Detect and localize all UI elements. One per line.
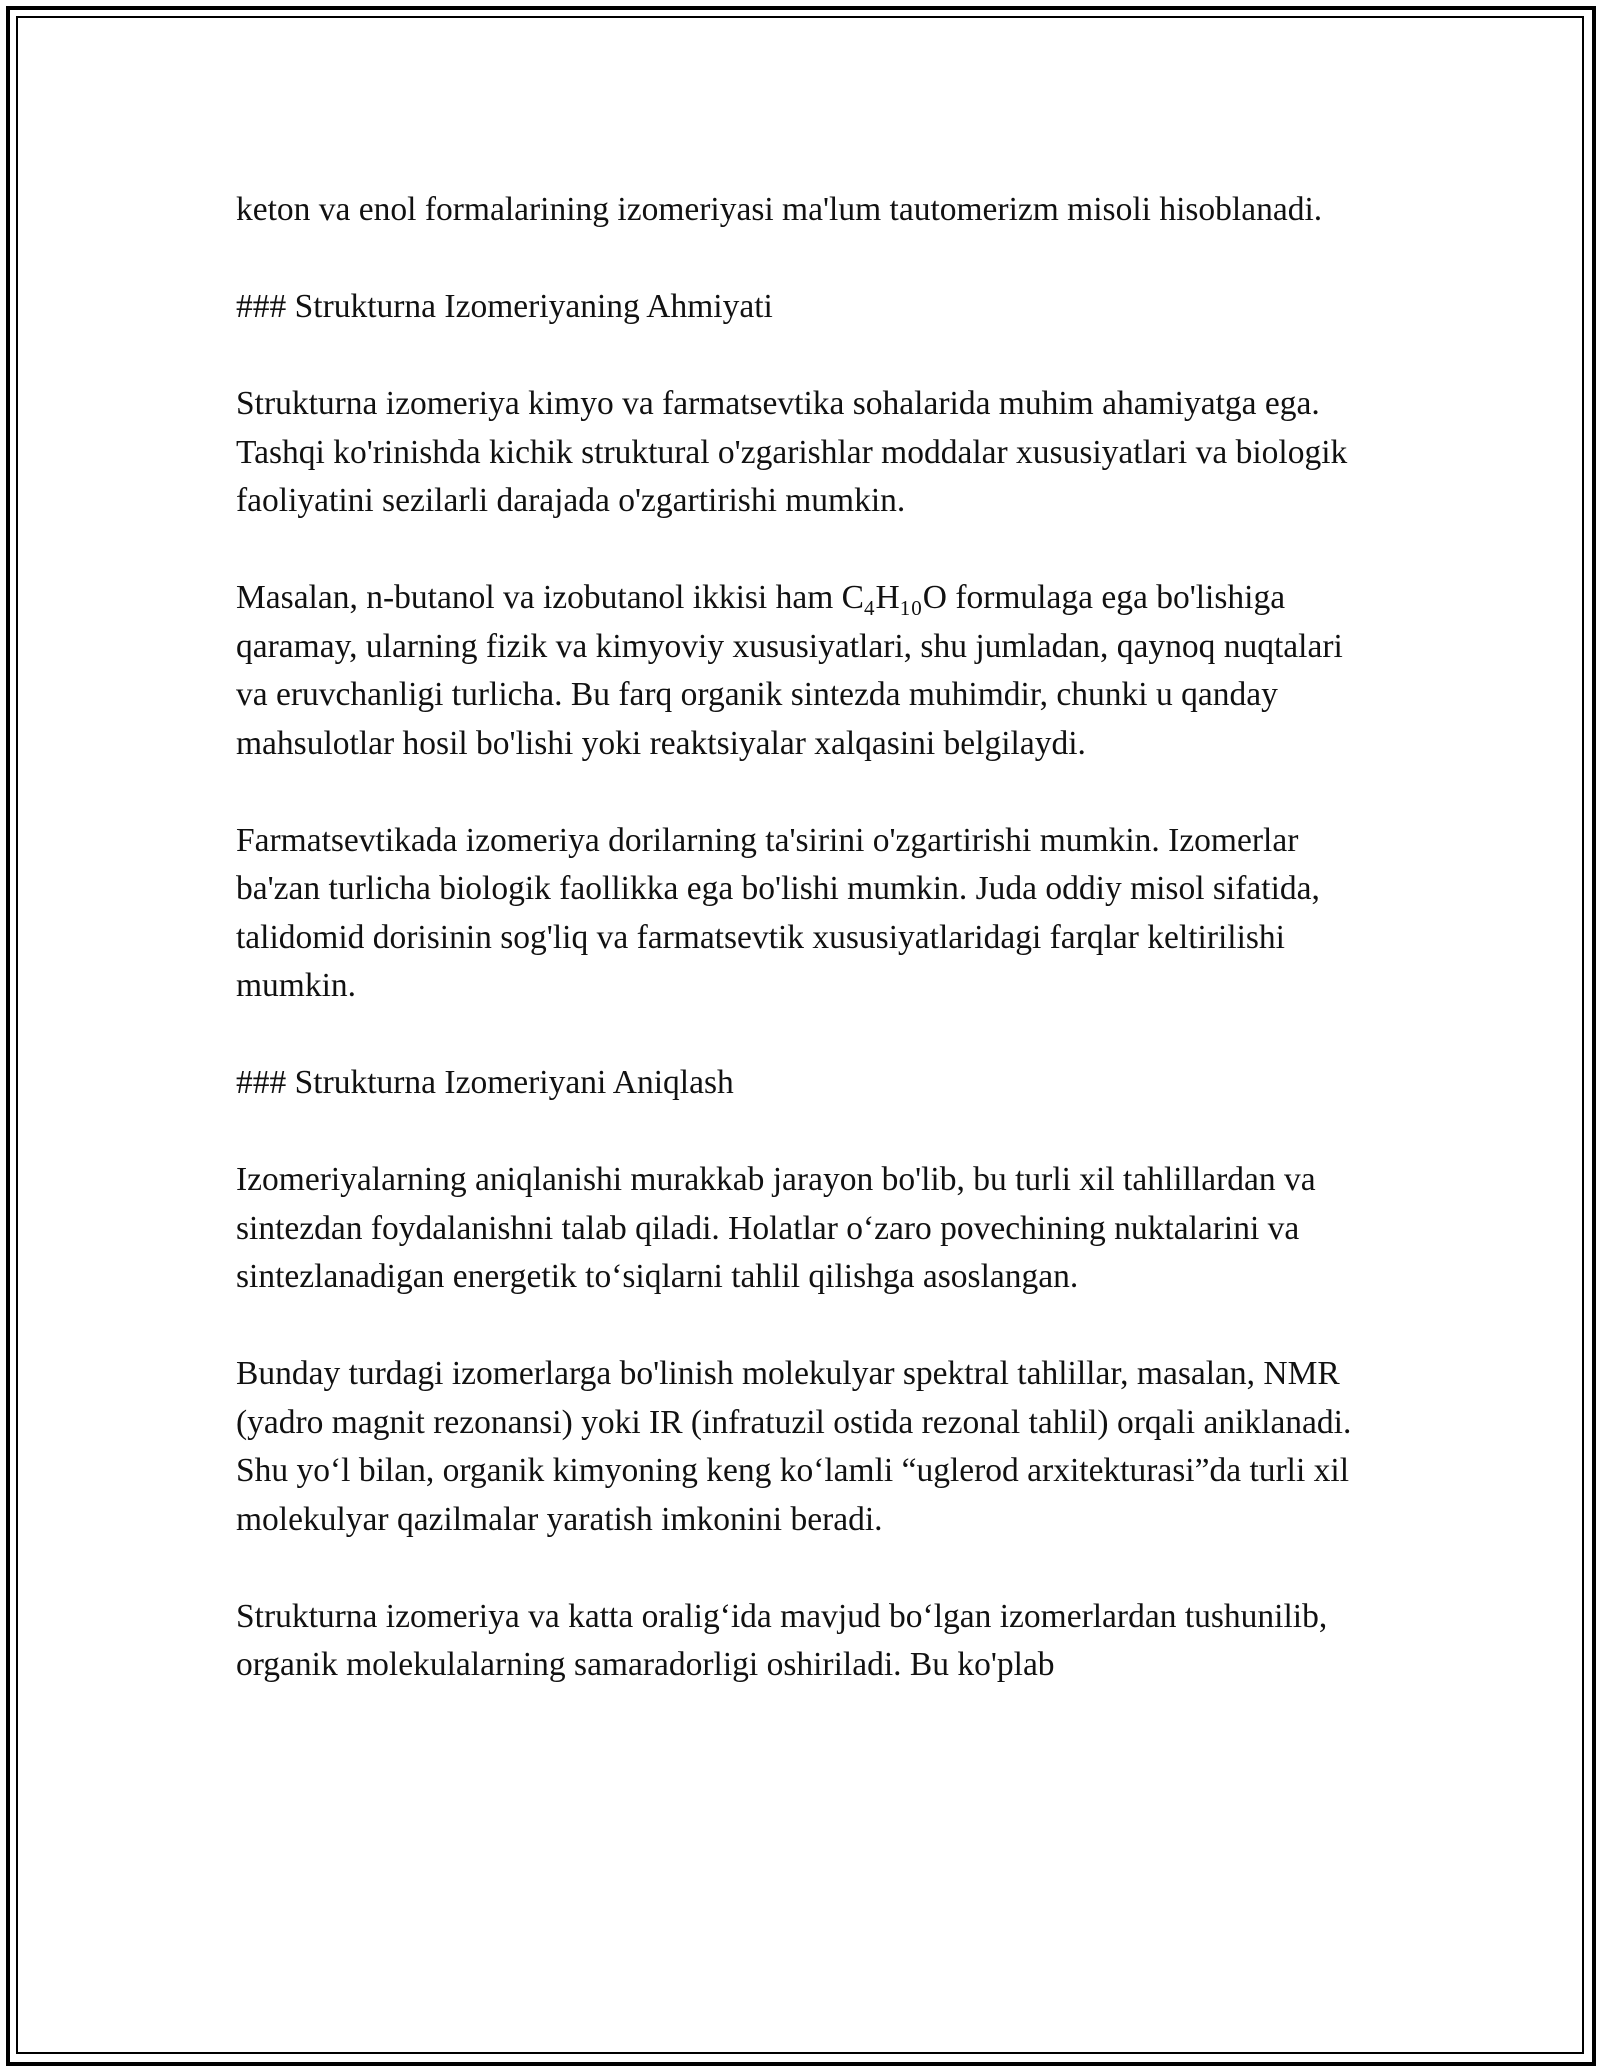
paragraph-conclusion: Strukturna izomeriya va katta oralig‘ida mavjud bo‘lgan izomerlardan tushunilib, organik molekulalarning samaradorligi oshiriladi. Bu ko'plab: [236, 1597, 1328, 1683]
formula-hydrogen-count: 10: [899, 596, 923, 620]
heading-identification: ### Strukturna Izomeriyani Aniqlash: [236, 1064, 734, 1101]
formula-carbon: C: [841, 579, 865, 616]
paragraph-butanol-example: [236, 574, 1366, 768]
formula-oxygen: O: [922, 579, 947, 616]
heading-importance: ### Strukturna Izomeriyaning Ahmiyati: [236, 288, 773, 325]
paragraph-pharmaceutics: Farmatsevtikada izomeriya dorilarning ta'sirini o'zgartirishi mumkin. Izomerlar ba'zan turlicha biologik faollikka ega bo'lishi mumkin. Juda oddiy misol sifatida, talidomid dorisinin sog'liq va farmatsevtik xususiyatlaridagi farqlar keltirilishi mumkin.: [236, 821, 1320, 1004]
formula-carbon-count: 4: [864, 596, 876, 620]
document-body: [236, 186, 1366, 1738]
paragraph-butanol-text-after: formulaga ega bo'lishiga qaramay, ularning fizik va kimyoviy xususiyatlari, shu jumladan, qaynoq nuqtalari va eruvchanligi turlicha. Bu farq organik sintezda muhimdir, chunki u qanday mahsulotlar hosil bo'lishi yoki reaktsiyalar xalqasini belgilaydi.: [236, 579, 1343, 762]
paragraph-importance: Strukturna izomeriya kimyo va farmatsevtika sohalarida muhim ahamiyatga ega. Tashqi ko'rinishda kichik struktural o'zgarishlar moddalar xususiyatlari va biologik faoliyatini sezilarli darajada o'zgartirishi mumkin.: [236, 385, 1348, 519]
paragraph-spectral-analysis: Bunday turdagi izomerlarga bo'linish molekulyar spektral tahlillar, masalan, NMR (yadro magnit rezonansi) yoki IR (infratuzil ostida rezonal tahlil) orqali aniklanadi. Shu yo‘l bilan, organik kimyoning keng ko‘lamli “uglerod arxitekturasi”da turli xil molekulyar qazilmalar yaratish imkonini beradi.: [236, 1355, 1352, 1538]
paragraph-identification: Izomeriyalarning aniqlanishi murakkab jarayon bo'lib, bu turli xil tahlillardan va sintezdan foydalanishni talab qiladi. Holatlar o‘zaro povechining nuktalarini va sintezlanadigan energetik to‘siqlarni tahlil qilishga asoslangan.: [236, 1161, 1316, 1295]
chemical-formula: [841, 579, 947, 620]
paragraph-tautomerism: keton va enol formalarining izomeriyasi ma'lum tautomerizm misoli hisoblanadi.: [236, 191, 1323, 228]
formula-hydrogen: H: [875, 579, 900, 616]
paragraph-butanol-text-before: Masalan, n-butanol va izobutanol ikkisi ham: [236, 579, 842, 616]
